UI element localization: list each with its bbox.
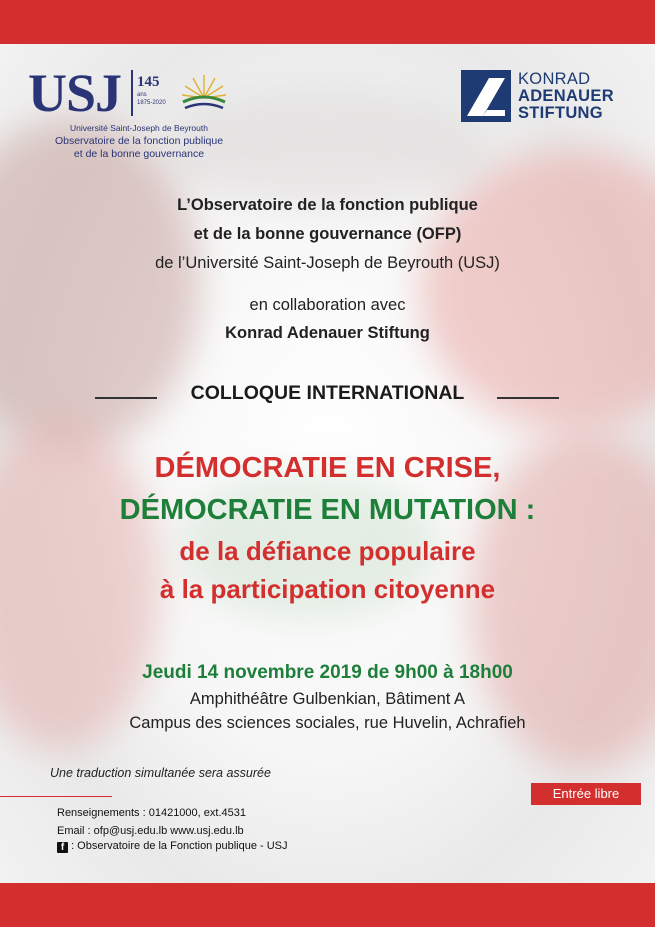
- right-rule-divider: [497, 397, 559, 399]
- collaboration-partner: Konrad Adenauer Stiftung: [225, 324, 430, 342]
- anniversary-word: ans: [137, 92, 147, 98]
- title-line1: DÉMOCRATIE EN CRISE,: [154, 452, 501, 484]
- anniversary-mark: [131, 70, 177, 116]
- contact-email[interactable]: Email : ofp@usj.edu.lb www.usj.edu.lb: [57, 825, 244, 837]
- subtitle-line2: à la participation citoyenne: [159, 574, 496, 604]
- sun-emblem-icon: [181, 72, 227, 114]
- event-date-time: Jeudi 14 novembre 2019 de 9h00 à 18h00: [142, 662, 513, 683]
- usj-observatory-line2: et de la bonne gouvernance: [73, 148, 205, 160]
- event-type: COLLOQUE INTERNATIONAL: [190, 382, 465, 404]
- kas-line3: STIFTUNG: [518, 104, 603, 122]
- kas-wordmark: [518, 71, 614, 122]
- usj-name: Université Saint-Joseph de Beyrouth: [70, 123, 208, 133]
- venue-line2: Campus des sciences sociales, rue Huvelin, Achrafieh: [129, 714, 526, 732]
- collaboration-intro: en collaboration avec: [249, 296, 406, 314]
- kas-line1: KONRAD: [518, 70, 591, 88]
- contact-facebook[interactable]: [57, 840, 288, 853]
- venue-line1: Amphithéâtre Gulbenkian, Bâtiment A: [189, 690, 466, 708]
- organizer-line1: L’Observatoire de la fonction publique: [177, 196, 478, 214]
- kas-line2: ADENAUER: [518, 87, 614, 105]
- usj-letters: USJ: [28, 63, 122, 123]
- top-red-band: [0, 0, 655, 44]
- anniversary-number: 145: [137, 74, 160, 90]
- translation-underline: [0, 796, 112, 797]
- kas-logo: [461, 70, 631, 122]
- translation-note: Une traduction simultanée sera assurée: [50, 766, 271, 780]
- usj-observatory-line1: Observatoire de la fonction publique: [54, 135, 224, 147]
- facebook-icon: f: [57, 842, 68, 853]
- usj-logo: [28, 63, 238, 162]
- subtitle-line1: de la défiance populaire: [179, 536, 476, 566]
- entry-badge: Entrée libre: [531, 783, 641, 805]
- bottom-red-band: [0, 883, 655, 927]
- title-line2: DÉMOCRATIE EN MUTATION :: [119, 494, 536, 526]
- organizer-line3: de l’Université Saint-Joseph de Beyrouth (USJ): [155, 254, 500, 272]
- anniversary-years: 1875-2020: [137, 100, 166, 106]
- facebook-page-name: : Observatoire de la Fonction publique - USJ: [71, 840, 288, 852]
- contact-phone: Renseignements : 01421000, ext.4531: [57, 807, 246, 819]
- organizer-line2: et de la bonne gouvernance (OFP): [193, 225, 462, 243]
- kas-emblem-icon: [461, 70, 511, 122]
